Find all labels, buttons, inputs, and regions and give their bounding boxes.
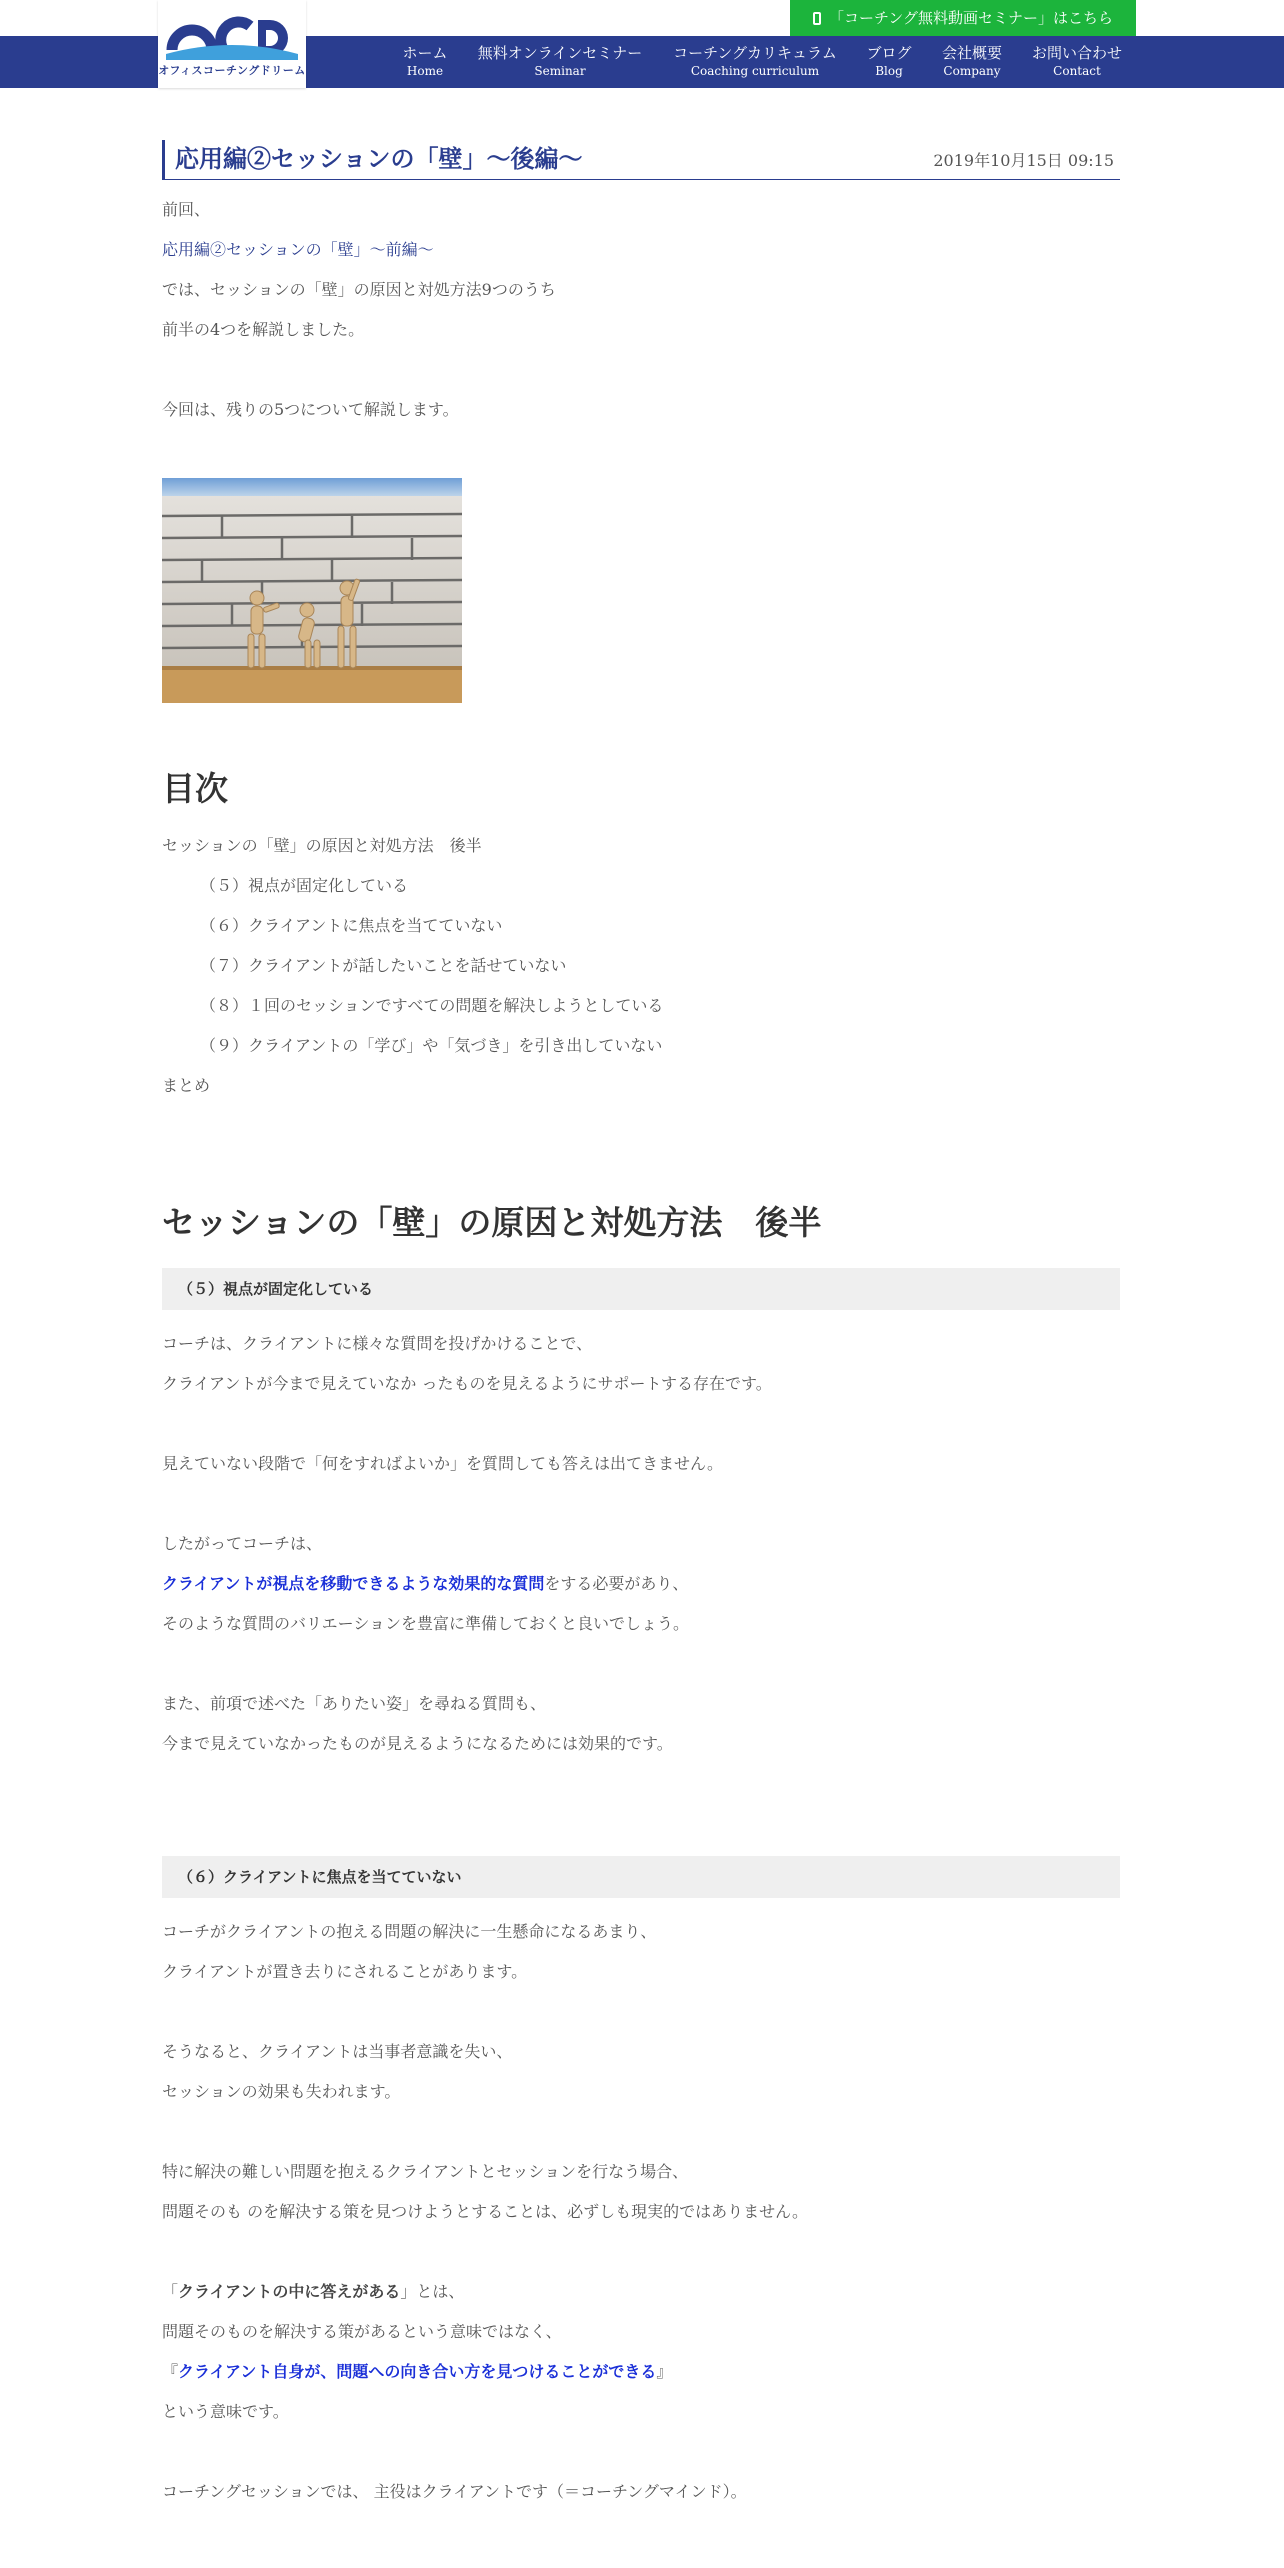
cta-label: 「コーチング無料動画セミナー」はこちら xyxy=(829,9,1113,27)
intro-line: 前半の4つを解説しました。 xyxy=(162,320,365,339)
article-image xyxy=(162,478,462,703)
toc-item[interactable]: （６）クライアントに焦点を当てていない xyxy=(200,916,503,935)
paragraph-text: 」とは、 xyxy=(400,2282,465,2301)
paragraph-line: したがってコーチは、 xyxy=(162,1534,323,1553)
nav-item-company[interactable] xyxy=(938,43,1006,79)
nav-item-home[interactable] xyxy=(400,43,450,79)
post-title-bar xyxy=(162,140,1120,180)
nav-label-en: Seminar xyxy=(534,64,586,78)
paragraph-line: コーチがクライアントの抱える問題の解決に一生懸命になるあまり、 xyxy=(162,1922,657,1941)
nav-label-en: Company xyxy=(943,64,1001,78)
previous-post-link[interactable]: 応用編②セッションの「壁」〜前編〜 xyxy=(162,240,434,259)
nav-item-contact[interactable] xyxy=(1028,43,1126,79)
nav-label-jp: コーチングカリキュラム xyxy=(673,44,837,62)
paragraph-line: 見えていない段階で「何をすればよいか」を質問しても答えは出てきません。 xyxy=(162,1454,723,1473)
paragraph-line: コーチは、クライアントに様々な質問を投げかけることで、 xyxy=(162,1334,593,1353)
emphasis-text: クライアントが視点を移動できるような効果的な質問 xyxy=(162,1574,545,1593)
quote-mark: 』 xyxy=(656,2362,673,2381)
toc-item[interactable]: （７）クライアントが話したいことを話せていない xyxy=(200,956,567,975)
post-title: 応用編②セッションの「壁」〜後編〜 xyxy=(175,144,583,173)
paragraph-line: 問題そのものを解決する策があるという意味ではなく、 xyxy=(162,2322,562,2341)
nav-item-blog[interactable] xyxy=(862,43,916,79)
paragraph-text: をする必要があり、 xyxy=(544,1574,689,1593)
intro-line: では、セッションの「壁」の原因と対処方法9つのうち xyxy=(162,280,556,299)
paragraph-line xyxy=(162,2362,672,2382)
quote-mark: 「 xyxy=(162,2282,179,2301)
toc-item[interactable]: （９）クライアントの「学び」や「気づき」を引き出していない xyxy=(200,1036,663,1055)
toc-item[interactable]: まとめ xyxy=(162,1076,211,1095)
paragraph-line: コーチングセッションでは、 主役はクライアントです（＝コーチングマインド）。 xyxy=(162,2482,747,2501)
toc-item[interactable]: （５）視点が固定化している xyxy=(200,876,409,895)
free-video-seminar-button[interactable] xyxy=(790,0,1136,36)
paragraph-line: クライアントが今まで見えていなか ったものを見えるようにサポートする存在です。 xyxy=(162,1374,772,1393)
toc-item[interactable]: （８）１回のセッションですべての問題を解決しようとしている xyxy=(200,996,664,1015)
intro-line: 今回は、残りの5つについて解説します。 xyxy=(162,400,459,419)
toc-item[interactable]: セッションの「壁」の原因と対処方法 後半 xyxy=(162,836,482,855)
nav-label-jp: ブログ xyxy=(866,44,912,62)
paragraph-line: という意味です。 xyxy=(162,2402,289,2421)
paragraph-line: また、前項で述べた「ありたい姿」を尋ねる質問も、 xyxy=(162,1694,547,1713)
section-heading: セッションの「壁」の原因と対処方法 後半 xyxy=(162,1203,822,1242)
emphasis-text: クライアント自身が、問題への向き合い方を見つけることができる xyxy=(178,2362,657,2381)
smartphone-icon xyxy=(813,12,821,25)
paragraph-line: 問題そのも のを解決する策を見つけようとすることは、必ずしも現実的ではありません。 xyxy=(162,2202,809,2221)
intro-line: 前回、 xyxy=(162,200,211,219)
paragraph-line xyxy=(162,2282,464,2302)
nav-label-en: Blog xyxy=(875,64,903,78)
toc-heading: 目次 xyxy=(162,769,228,808)
site-logo[interactable] xyxy=(158,0,306,88)
nav-item-coaching-curriculum[interactable] xyxy=(670,43,840,79)
subsection-heading-5: （５）視点が固定化している xyxy=(162,1268,1120,1310)
paragraph-line: クライアントが置き去りにされることがあります。 xyxy=(162,1962,528,1981)
subsection-heading-6: （６）クライアントに焦点を当てていない xyxy=(162,1856,1120,1898)
post-date: 2019年10月15日 09:15 xyxy=(933,151,1114,170)
nav-item-seminar[interactable] xyxy=(476,43,644,79)
paragraph-line: 今まで見えていなかったものが見えるようになるためには効果的です。 xyxy=(162,1734,673,1753)
emphasis-text: クライアントの中に答えがある xyxy=(178,2282,401,2301)
paragraph-line: セッションの効果も失われます。 xyxy=(162,2082,401,2101)
quote-mark: 『 xyxy=(162,2362,179,2381)
logo-ocd-mark xyxy=(166,14,298,60)
nav-label-jp: 会社概要 xyxy=(941,44,1002,62)
nav-label-en: Coaching curriculum xyxy=(690,64,820,78)
nav-label-jp: お問い合わせ xyxy=(1031,44,1122,62)
nav-label-jp: 無料オンラインセミナー xyxy=(477,44,643,62)
nav-label-en: Home xyxy=(406,64,444,78)
nav-label-en: Contact xyxy=(1053,64,1101,78)
paragraph-line: そのような質問のバリエーションを豊富に準備しておくと良いでしょう。 xyxy=(162,1614,690,1633)
logo-text: オフィスコーチングドリーム xyxy=(158,64,306,77)
paragraph-line: そうなると、クライアントは当事者意識を失い、 xyxy=(162,2042,513,2061)
paragraph-line: 特に解決の難しい問題を抱えるクライアントとセッションを行なう場合、 xyxy=(162,2162,689,2181)
paragraph-line xyxy=(162,1574,688,1594)
nav-label-jp: ホーム xyxy=(402,44,448,62)
